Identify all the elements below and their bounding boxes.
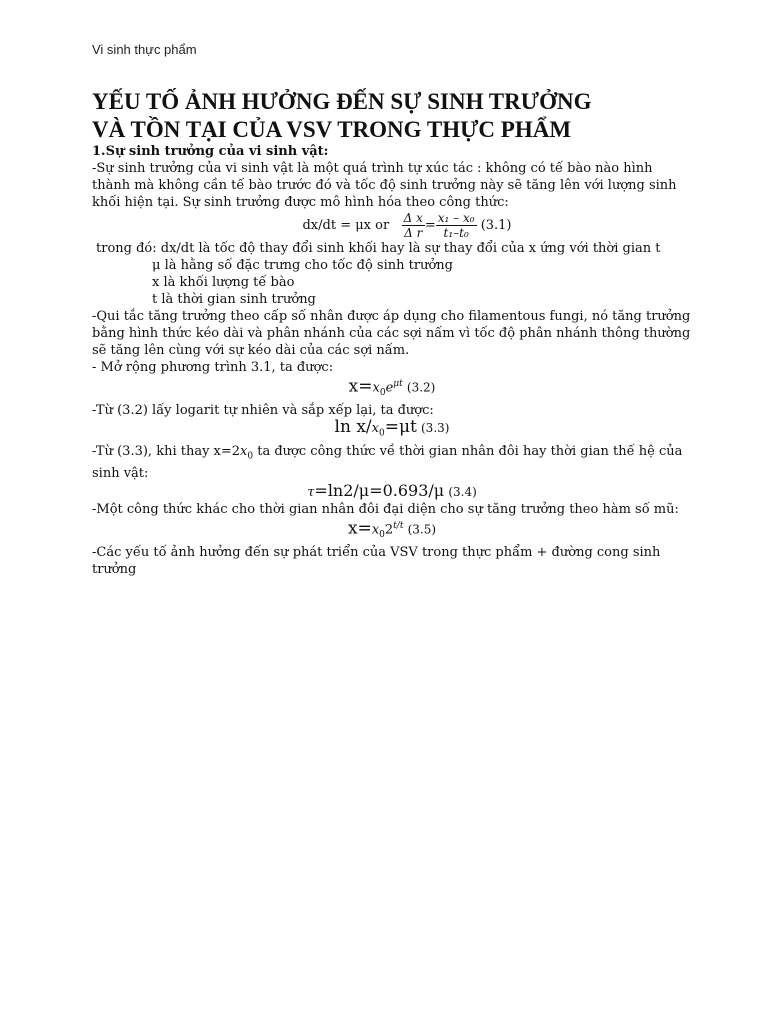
eq2-label: (3.2) bbox=[406, 380, 436, 395]
eq1-fraction-1 bbox=[402, 211, 425, 240]
eq1-f1-numerator: Δ x bbox=[403, 211, 423, 225]
eq1-f1-denominator: Δ r bbox=[404, 226, 423, 240]
title-line-1: YẾU TỐ ẢNH HƯỞNG ĐẾN SỰ SINH TRƯỞNG bbox=[92, 89, 592, 114]
paragraph-6: -Một công thức khác cho thời gian nhân đôi đại diện cho sự tăng trưởng theo hàm số mũ: bbox=[92, 502, 679, 518]
para5-end: ta được công thức về thời gian nhân đôi hay thời gian thế hệ của sinh vật: bbox=[92, 443, 683, 482]
para5-start: -Từ (3.3), khi thay x=2 bbox=[92, 443, 241, 459]
eq4-label: (3.4) bbox=[448, 485, 477, 500]
section-heading: 1.Sự sinh trưởng của vi sinh vật: bbox=[92, 144, 329, 159]
eq1-f2-numerator: x₁ – x₀ bbox=[437, 211, 475, 225]
eq4-rhs: =ln2/μ=0.693/μ bbox=[314, 481, 445, 501]
eq2-lhs: x= bbox=[348, 376, 373, 397]
eq5-two: 2 bbox=[384, 522, 394, 538]
eq2-e-sup: μt bbox=[393, 379, 403, 389]
eq1-label: (3.1) bbox=[480, 218, 512, 233]
eq5-label: (3.5) bbox=[407, 522, 437, 537]
definition-mu: μ là hằng số đặc trưng cho tốc độ sinh trưởng bbox=[152, 258, 453, 273]
eq4-tau: τ bbox=[307, 485, 315, 501]
paragraph-7: -Các yếu tố ảnh hưởng đến sự phát triển của VSV trong thực phẩm + đường cong sinh trưởng bbox=[92, 545, 661, 578]
equation-3-5 bbox=[92, 518, 692, 544]
eq3-label: (3.3) bbox=[421, 420, 450, 435]
page-header: Vi sinh thực phẩm bbox=[92, 42, 197, 57]
where-line: trong đó: dx/dt là tốc độ thay đổi sinh khối hay là sự thay đổi của x ứng với thời gian t bbox=[96, 241, 661, 256]
eq2-x0: x bbox=[372, 380, 380, 396]
equation-3-3 bbox=[92, 416, 692, 443]
eq1-equals: = bbox=[424, 218, 436, 233]
eq5-x0-sub: 0 bbox=[379, 530, 385, 541]
para5-x-sub: 0 bbox=[247, 451, 254, 462]
paragraph-3: - Mở rộng phương trình 3.1, ta được: bbox=[92, 360, 334, 375]
paragraph-2: -Qui tắc tăng trưởng theo cấp số nhân được áp dụng cho filamentous fungi, nó tăng trưởng bằng hình thức kéo dài và phân nhánh của các sợi nấm vì tốc độ phân nhánh thông thường sẽ tăng lên cùng với sự kéo dài của các sợi nấm. bbox=[92, 309, 691, 358]
eq1-fraction-2 bbox=[436, 211, 477, 240]
paragraph-1: -Sự sinh trưởng của vi sinh vật là một quá trình tự xúc tác : không có tế bào nào hình thành mà không cần tế bào trước đó và tốc độ sinh trưởng này sẽ tăng lên với lượng sinh khối hiện tại. Sự sinh trưởng được mô hình hóa theo công thức: bbox=[92, 161, 677, 210]
equation-3-4 bbox=[92, 482, 692, 501]
eq3-x0: x bbox=[371, 420, 379, 436]
paragraph-5 bbox=[92, 443, 692, 483]
eq2-e: e bbox=[385, 380, 394, 396]
eq5-x0: x bbox=[371, 522, 380, 538]
document-title bbox=[92, 88, 732, 144]
eq5-sup: t/t bbox=[393, 521, 404, 532]
eq1-f2-denominator: t₁–t₀ bbox=[443, 226, 469, 240]
eq3-rhs: =μt bbox=[384, 416, 417, 437]
definition-t: t là thời gian sinh trưởng bbox=[152, 292, 316, 307]
equation-3-1 bbox=[92, 211, 692, 240]
eq5-lhs: x= bbox=[347, 518, 372, 539]
eq3-x0-sub: 0 bbox=[379, 428, 385, 439]
title-line-2: VÀ TỒN TẠI CỦA VSV TRONG THỰC PHẨM bbox=[92, 117, 572, 142]
eq1-left: dx/dt = μx or bbox=[302, 218, 390, 233]
document-body bbox=[92, 143, 692, 578]
para5-x: x bbox=[240, 443, 248, 459]
eq2-x0-sub: 0 bbox=[379, 387, 386, 398]
eq3-lhs: ln x/ bbox=[334, 416, 372, 437]
paragraph-4: -Từ (3.2) lấy logarit tự nhiên và sắp xếp lại, ta được: bbox=[92, 402, 434, 418]
definition-x: x là khối lượng tế bào bbox=[152, 275, 295, 290]
equation-3-2 bbox=[92, 376, 692, 402]
